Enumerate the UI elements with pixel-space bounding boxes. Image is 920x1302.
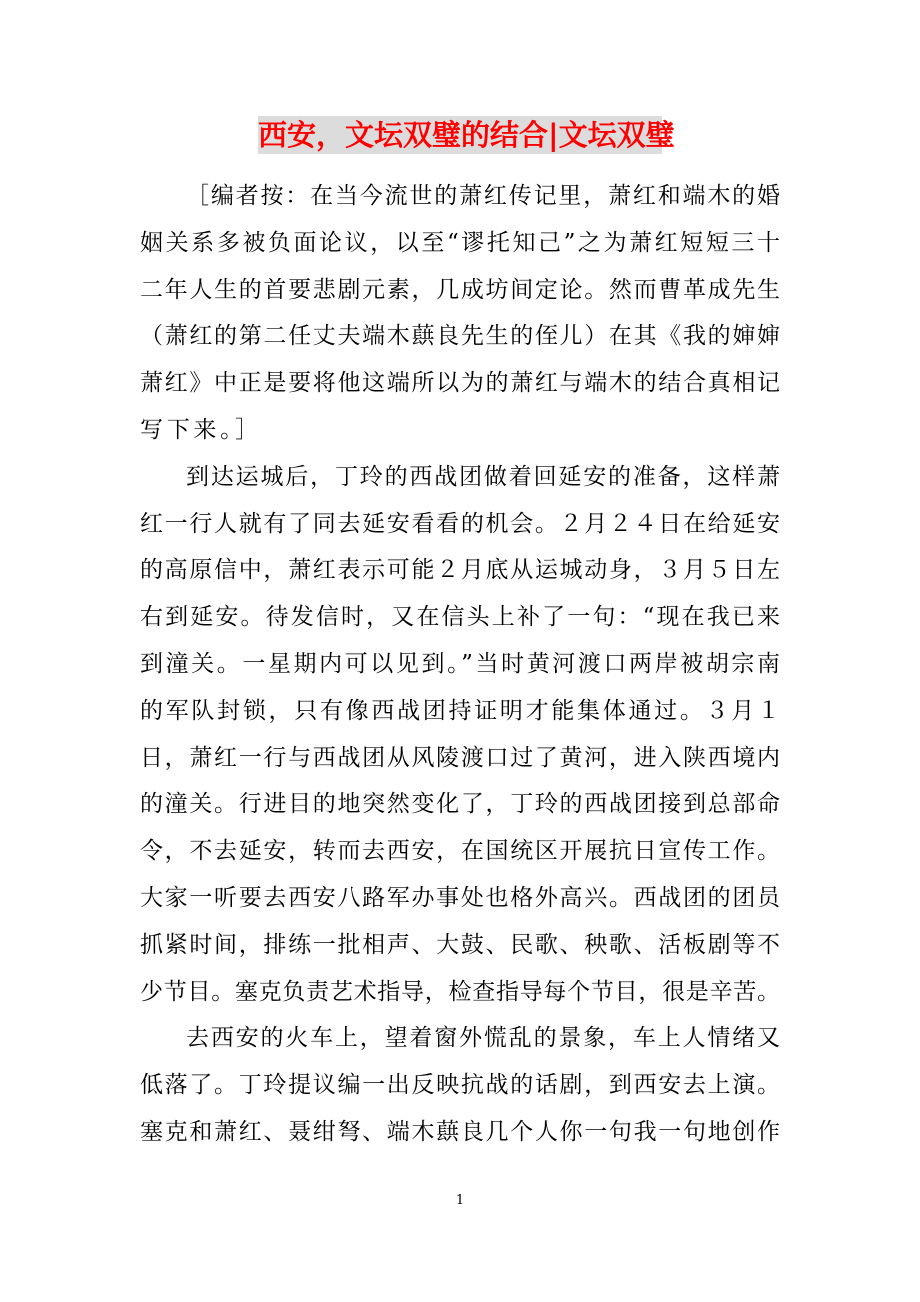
document-title: 西安，文坛双璧的结合|文坛双璧 [258,118,675,152]
paragraph-2-line: 抓紧时间，排练一批相声、大鼓、民歌、秧歌、活板剧等不 [140,931,780,958]
paragraph-2-line: 右到延安。待发信时，又在信头上补了一句：“现在我已来 [140,604,780,631]
paragraph-2-line: 少节目。塞克负责艺术指导，检查指导每个节目，很是辛苦。 [140,978,780,1005]
paragraph-2-line: 大家一听要去西安八路军办事处也格外高兴。西战团的团员 [140,885,780,911]
paragraph-2-line: 的高原信中，萧红表示可能２月底从运城动身，３月５日左 [140,557,780,584]
paragraph-3-line: 低落了。丁玲提议编一出反映抗战的话剧，到西安去上演。 [140,1072,780,1099]
paragraph-1-line: 萧红》中正是要将他这端所以为的萧红与端木的结合真相记 [140,370,780,397]
paragraph-2-line: 到潼关。一星期内可以见到。”当时黄河渡口两岸被胡宗南 [140,651,780,677]
paragraph-3-line: 去西安的火车上，望着窗外慌乱的景象，车上人情绪又 [186,1025,780,1052]
paragraph-2-line: 红一行人就有了同去延安看看的机会。２月２４日在给延安 [140,510,780,537]
paragraph-2-line: 的军队封锁，只有像西战团持证明才能集体通过。３月１ [140,697,780,724]
paragraph-2-line: 日，萧红一行与西战团从风陵渡口过了黄河，进入陕西境内 [140,744,780,771]
paragraph-3-line: 塞克和萧红、聂绀弩、端木蕻良几个人你一句我一句地创作 [140,1119,780,1145]
paragraph-1-line: 写下来。］ [140,417,262,443]
page-number: 1 [455,1193,465,1208]
paragraph-1-line: 姻关系多被负面论议，以至“谬托知己”之为萧红短短三十 [140,229,780,256]
paragraph-2-line: 的潼关。行进目的地突然变化了，丁玲的西战团接到总部命 [140,791,780,818]
paragraph-2-line: 到达运城后，丁玲的西战团做着回延安的准备，这样萧 [186,463,780,490]
paragraph-1-line: ［编者按：在当今流世的萧红传记里，萧红和端木的婚 [186,183,780,209]
paragraph-1-line: 二年人生的首要悲剧元素，几成坊间定论。然而曹革成先生 [140,276,780,303]
paragraph-1-line: （萧红的第二任丈夫端木蕻良先生的侄儿）在其《我的婶婶 [140,323,780,350]
paragraph-2-line: 令，不去延安，转而去西安，在国统区开展抗日宣传工作。 [140,838,780,865]
